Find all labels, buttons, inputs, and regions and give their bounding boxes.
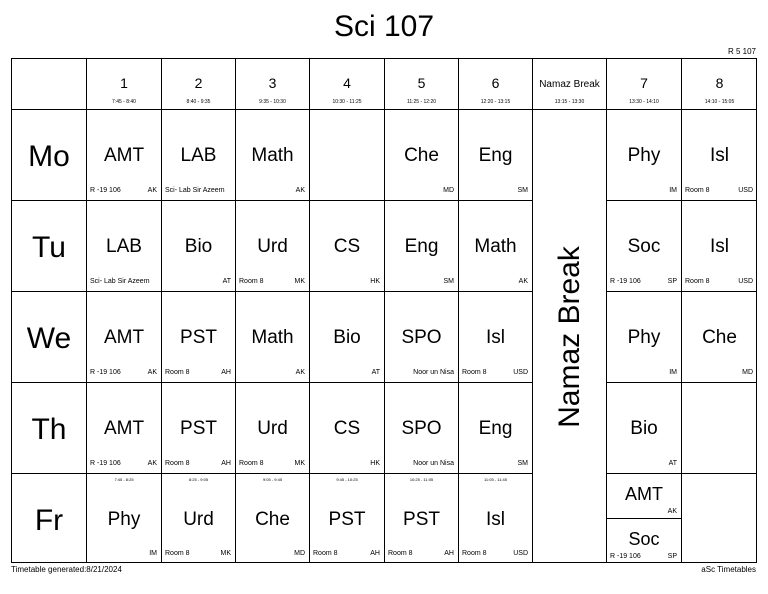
room-label: R -19 106 [610,553,641,560]
lesson-cell [87,201,162,292]
period-header [682,59,757,110]
lesson-cell [236,110,310,201]
teacher-code: Noor un Nisa [413,369,454,376]
lesson-time: 10:25 - 11:05 [409,477,434,482]
teacher-code: MD [294,550,305,557]
subject-name: Eng [478,145,513,166]
teacher-code: AK [147,460,157,467]
lesson-time: 7:45 - 8:25 [114,477,134,482]
period-time: 9:35 - 10:30 [259,99,286,105]
subject-name: Phy [107,509,141,530]
lesson-cell [682,292,757,383]
break-header-label: Namaz Break [539,79,600,90]
period-header [607,59,682,110]
lesson-cell [607,201,682,292]
subject-name: Soc [628,529,660,549]
lesson-cell [459,474,533,563]
period-time: 12:20 - 13:15 [480,99,511,105]
lesson-cell [236,474,310,563]
period-number: 6 [491,75,500,91]
day-name: We [26,322,72,355]
teacher-code: MK [220,550,231,557]
subject-name: Bio [184,236,213,257]
lesson-cell [310,201,385,292]
lesson-cell [459,292,533,383]
teacher-code: MK [294,278,305,285]
period-time: 13:15 - 13:30 [554,99,585,105]
period-header [162,59,236,110]
subject-name: Math [251,145,294,166]
period-header [310,59,385,110]
subject-name: Che [404,145,439,166]
room-label: R -19 106 [610,278,641,285]
lesson-cell [87,383,162,474]
lesson-time: 9:45 - 10:25 [336,477,358,482]
subject-name: Soc [627,236,661,257]
subject-name: Math [251,327,294,348]
room-label: Sci- Lab Sir Azeem [90,278,150,285]
room-label: Room 8 [685,187,710,194]
room-label: Room 8 [313,550,338,557]
room-reference: R 5 107 [727,47,756,56]
teacher-code: AK [147,187,157,194]
period-number: 3 [268,75,277,91]
teacher-code: USD [513,369,528,376]
teacher-code: SM [443,278,454,285]
day-label-cell [12,383,87,474]
teacher-code: AT [222,278,231,285]
period-time: 13:30 - 14:10 [629,99,659,105]
subject-name: Phy [627,145,661,166]
subject-name: Isl [710,145,729,166]
teacher-code: AK [518,278,528,285]
subject-name: AMT [103,145,145,166]
lesson-cell [236,292,310,383]
subject-name: Math [474,236,517,257]
teacher-code: SP [667,553,677,560]
teacher-code: AT [668,460,677,467]
subject-name: LAB [180,145,217,166]
subject-name: Urd [257,418,288,439]
room-label: R -19 106 [90,460,121,467]
teacher-code: Noor un Nisa [413,460,454,467]
room-label: Room 8 [462,369,487,376]
namaz-break-column [533,110,607,563]
day-label-cell [12,474,87,563]
lesson-cell [87,110,162,201]
lesson-cell [607,110,682,201]
subject-name: CS [333,418,361,439]
lesson-cell [607,292,682,383]
subject-name: Isl [486,327,505,348]
subject-name: Che [255,509,290,530]
lesson-cell [310,110,385,201]
teacher-code: HK [370,460,380,467]
lesson-cell [459,110,533,201]
period-number: 2 [194,75,203,91]
subject-name: AMT [103,418,145,439]
day-name: Mo [28,140,70,173]
lesson-cell-split [607,474,682,519]
teacher-code: AH [221,460,231,467]
day-label-cell [12,201,87,292]
room-label: Room 8 [685,278,710,285]
day-label-cell [12,292,87,383]
lesson-time: 11:05 - 11:45 [484,477,507,482]
room-label: Room 8 [165,369,190,376]
lesson-cell [682,383,757,474]
period-number: 4 [343,75,351,91]
teacher-code: AK [667,508,677,515]
teacher-code: IM [669,369,677,376]
teacher-code: HK [370,278,380,285]
subject-name: PST [180,327,217,348]
period-header [533,59,607,110]
day-name: Tu [32,231,66,264]
room-label: R -19 106 [90,187,121,194]
page-title: Sci 107 [333,10,435,43]
subject-name: Phy [627,327,661,348]
teacher-code: USD [513,550,528,557]
generated-footer: Timetable generated:8/21/2024 [11,565,122,574]
teacher-code: USD [738,278,753,285]
subject-name: Urd [257,236,288,257]
lesson-cell [162,292,236,383]
day-label-cell [12,110,87,201]
day-name: Th [31,413,67,446]
teacher-code: IM [669,187,677,194]
period-time: 7:45 - 8:40 [112,99,136,105]
period-time: 10:30 - 11:25 [332,99,362,105]
room-label: Room 8 [239,460,264,467]
period-time: 8:40 - 9:35 [186,99,211,105]
subject-name: PST [403,509,440,530]
subject-name: CS [333,236,361,257]
period-number: 7 [640,75,648,91]
period-header [87,59,162,110]
teacher-code: IM [149,550,157,557]
subject-name: Eng [478,418,513,439]
lesson-cell [385,201,459,292]
lesson-cell [310,383,385,474]
lesson-cell [162,110,236,201]
lesson-cell-split [607,519,682,563]
lesson-cell [162,383,236,474]
subject-name: AMT [103,327,145,348]
teacher-code: AK [295,187,305,194]
namaz-break-label: Namaz Break [552,245,586,428]
lesson-time: 9:05 - 9:45 [262,477,283,482]
lesson-cell [310,474,385,563]
period-number: 5 [417,75,426,91]
subject-name: Urd [183,509,214,530]
period-header [385,59,459,110]
subject-name: Isl [710,236,729,257]
period-time: 11:25 - 12:20 [406,99,437,105]
lesson-cell [236,383,310,474]
teacher-code: AK [295,369,305,376]
room-label: Room 8 [165,460,190,467]
lesson-cell [236,201,310,292]
teacher-code: MD [742,369,753,376]
teacher-code: AH [444,550,454,557]
teacher-code: USD [738,187,753,194]
teacher-code: AH [221,369,231,376]
subject-name: Bio [333,327,361,348]
corner-cell [12,59,87,110]
teacher-code: SP [667,278,677,285]
subject-name: Isl [486,509,505,530]
teacher-code: MK [294,460,305,467]
lesson-cell [459,383,533,474]
lesson-time: 8:25 - 9:05 [188,477,209,482]
lesson-cell [682,110,757,201]
teacher-code: AK [147,369,157,376]
lesson-cell [682,201,757,292]
teacher-code: MD [443,187,454,194]
lesson-cell [385,292,459,383]
lesson-cell [682,474,757,563]
lesson-cell [310,292,385,383]
lesson-cell [607,383,682,474]
subject-name: PST [180,418,217,439]
room-label: Room 8 [165,550,190,557]
lesson-cell [87,474,162,563]
room-label: Room 8 [239,278,264,285]
period-number: 1 [120,75,128,91]
room-label: Room 8 [388,550,413,557]
timetable-grid [11,58,757,563]
period-header [459,59,533,110]
lesson-cell [87,292,162,383]
lesson-cell [459,201,533,292]
subject-name: Bio [630,418,658,439]
subject-name: SPO [401,418,442,439]
lesson-cell [162,201,236,292]
day-name: Fr [34,504,64,537]
lesson-cell [385,383,459,474]
subject-name: SPO [401,327,442,348]
room-label: Room 8 [462,550,487,557]
lesson-cell [385,110,459,201]
subject-name: Eng [404,236,439,257]
teacher-code: SM [517,460,528,467]
period-header [236,59,310,110]
subject-name: PST [328,509,366,530]
subject-name: LAB [106,236,142,257]
room-label: R -19 106 [90,369,121,376]
lesson-cell [385,474,459,563]
teacher-code: AH [370,550,380,557]
lesson-cell [162,474,236,563]
room-label: Sci- Lab Sir Azeem [165,187,225,194]
subject-name: AMT [625,484,663,504]
teacher-code: AT [371,369,380,376]
period-time: 14:10 - 15:05 [704,99,735,105]
teacher-code: SM [517,187,528,194]
subject-name: Che [702,327,737,348]
period-number: 8 [715,75,724,91]
brand-footer: aSc Timetables [701,565,756,574]
